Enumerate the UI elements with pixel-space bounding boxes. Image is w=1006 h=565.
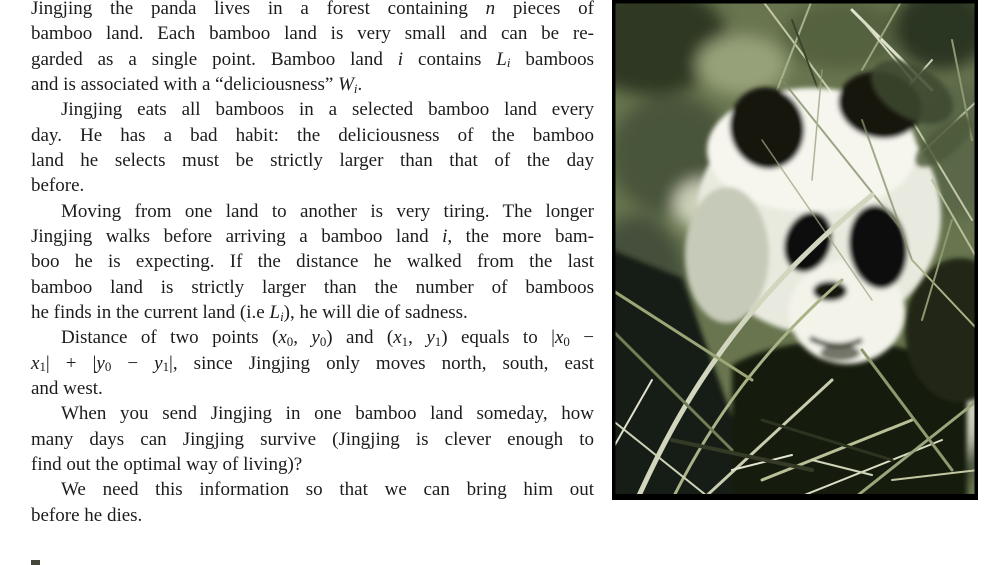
paragraph xyxy=(31,325,594,401)
text-line: land he selects must be strictly larger than that of the day xyxy=(31,149,594,171)
text-line: Jingjing eats all bamboos in a selected bamboo land every xyxy=(61,99,594,121)
text-line: and west. xyxy=(31,377,103,399)
paragraph xyxy=(31,0,594,97)
text-line: $x_1| + |y_0 - y_1|$, since Jingjing only moves north, south, east xyxy=(31,352,595,375)
text-line: bamboo land is strictly larger than the number of bamboos xyxy=(31,276,594,298)
paragraph xyxy=(31,97,594,198)
paragraph xyxy=(31,401,594,477)
text-line: day. He has a bad habit: the deliciousness of the bamboo xyxy=(31,124,594,146)
text-line: boo he is expecting. If the distance he walked from the last xyxy=(31,251,594,273)
text-line: and is associated with a “deliciousness” $W_i$. xyxy=(31,73,363,96)
text-line: many days can Jingjing survive (Jingjing is clever enough to xyxy=(31,428,594,450)
paragraph xyxy=(31,477,594,528)
text-line: When you send Jingjing in one bamboo land someday, how xyxy=(61,403,594,425)
text-line: We need this information so that we can bring him out xyxy=(61,479,594,501)
cutoff-text-fragment xyxy=(31,560,40,565)
paragraph xyxy=(31,199,594,326)
text-line: Jingjing walks before arriving a bamboo land i, the more bam- xyxy=(31,225,594,247)
text-line: garded as a single point. Bamboo land i contains $L_i$ bamboos xyxy=(31,48,594,71)
text-line: bamboo land. Each bamboo land is very small and can be re- xyxy=(31,23,594,45)
text-line: Jingjing the panda lives in a forest containing n pieces of xyxy=(31,0,594,19)
text-line: find out the optimal way of living)? xyxy=(31,453,303,475)
text-line: Moving from one land to another is very tiring. The longer xyxy=(61,200,594,222)
text-line: Distance of two points ($x_0$, $y_0$) and ($x_1$, $y_1$) equals to $|x_0$ − xyxy=(61,327,595,350)
text-line: before he dies. xyxy=(31,504,143,526)
text-line: he finds in the current land (i.e $L_i$), he will die of sadness. xyxy=(31,301,468,324)
problem-statement xyxy=(31,0,594,528)
text-line: before. xyxy=(31,175,85,197)
panda-photo xyxy=(612,0,978,500)
panda-photo-graphic xyxy=(612,0,978,500)
